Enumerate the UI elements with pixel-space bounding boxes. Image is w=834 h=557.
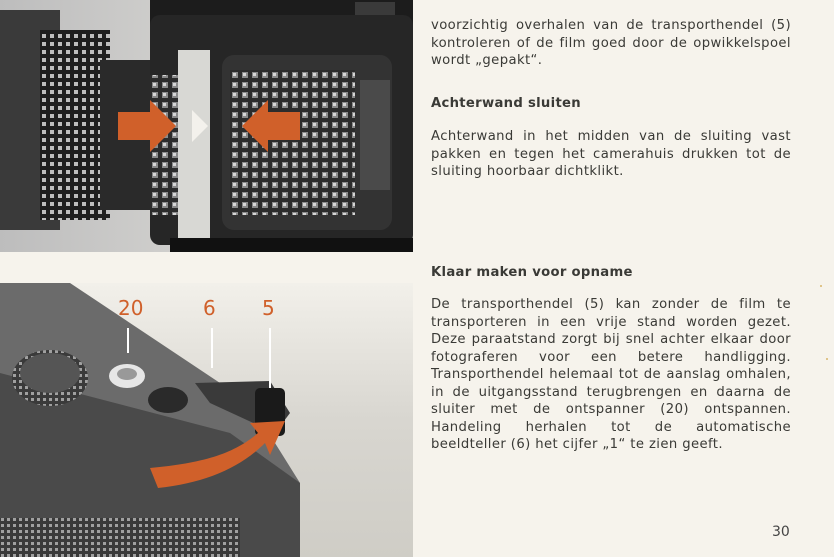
advance-lever-illustration bbox=[0, 283, 413, 557]
ready-paragraph: De transporthendel (5) kan zonder de film te transporteren in een vrije stand worden gezet. Deze paraatstand zorgt bij snel achter elkaar door fotograferen voor een betere handligging. Transporthendel helemaal tot de aanslag omhalen, in de uitgangsstand terugbrengen en daarna de sluiter met de ontspanner (20) ontspannen. Handeling herhalen tot de automatische beeldteller (6) het cijfer „1“ te zien geeft. bbox=[431, 297, 791, 452]
label-5: 5 bbox=[262, 296, 275, 320]
paper-speck bbox=[826, 358, 828, 360]
page-number: 30 bbox=[772, 524, 790, 540]
label-6: 6 bbox=[203, 296, 216, 320]
paper-speck bbox=[820, 285, 822, 287]
heading-ready-for-shooting: Klaar maken voor opname bbox=[431, 265, 633, 280]
label-20: 20 bbox=[118, 296, 144, 320]
camera-back-illustration bbox=[0, 0, 413, 252]
photo-closing-back bbox=[0, 0, 413, 252]
photo-advance-lever bbox=[0, 283, 413, 557]
intro-paragraph: voorzichtig overhalen van de transporthendel (5) kontroleren of de film goed door de opwikkelspoel wordt „gepakt“. bbox=[431, 18, 791, 68]
heading-close-back: Achterwand sluiten bbox=[431, 96, 581, 111]
close-back-paragraph: Achterwand in het midden van de sluiting vast pakken en tegen het camerahuis drukken tot de sluiting hoorbaar dichtklikt. bbox=[431, 129, 791, 179]
